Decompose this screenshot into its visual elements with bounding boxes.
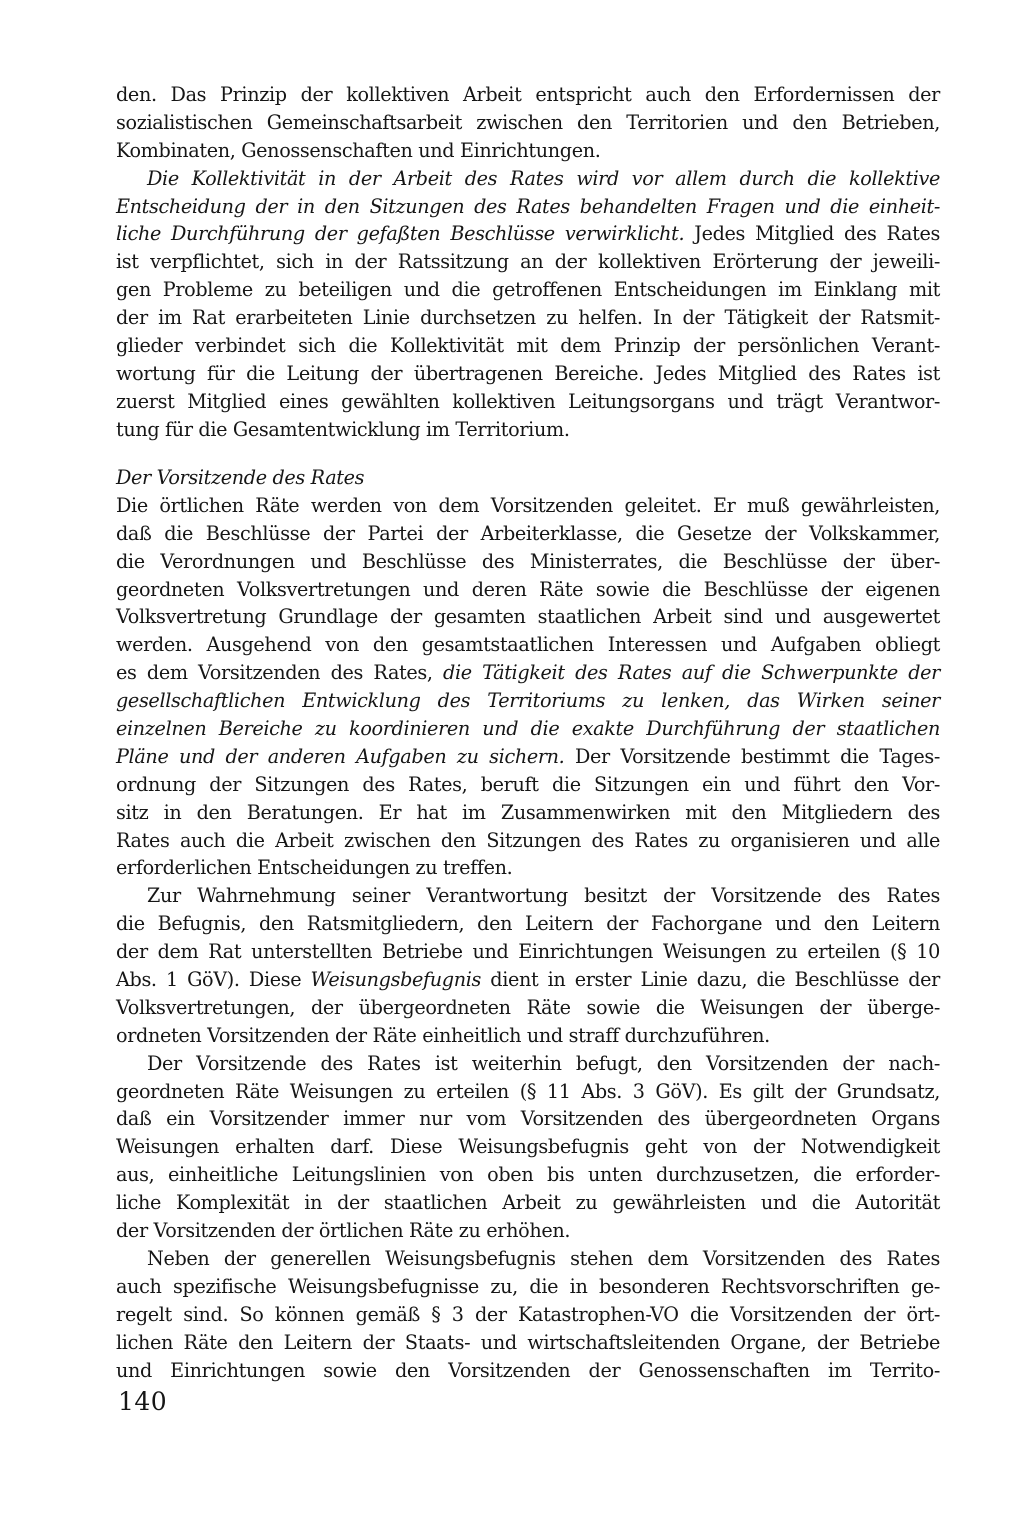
text-line [116, 659, 940, 687]
text-line [116, 464, 940, 492]
text-run: Volksvertretungen, der übergeordneten Räte sowie die Weisungen der überge- [116, 995, 940, 1019]
text-run: Die örtlichen Räte werden von dem Vorsitzenden geleitet. Er muß gewährleisten, [116, 493, 940, 517]
text-line [116, 1161, 940, 1189]
text-line [116, 360, 940, 388]
text-line [116, 827, 940, 855]
text-run: dient in erster Linie dazu, die Beschlüsse der [481, 968, 940, 992]
text-line [116, 1050, 940, 1078]
text-run: regelt sind. So können gemäß § 3 der Katastrophen-VO die Vorsitzenden der ört- [116, 1302, 940, 1326]
text-run: daß ein Vorsitzender immer nur vom Vorsitzenden des übergeordneten Organs [116, 1107, 940, 1131]
text-run: die Befugnis, den Ratsmitgliedern, den Leitern der Fachorgane und den Leitern [116, 912, 940, 936]
text-line [116, 193, 940, 221]
text-run: Abs. 1 GöV). Diese [116, 968, 311, 992]
text-line [116, 220, 940, 248]
text-run: Rates auch die Arbeit zwischen den Sitzungen des Rates zu organisieren und alle [116, 828, 940, 852]
text-run: Jedes Mitglied des Rates [684, 222, 940, 246]
text-run: sitz in den Beratungen. Er hat im Zusammenwirken mit den Mitgliedern des [116, 800, 940, 824]
text-line [116, 109, 940, 137]
emphasis-text: liche Durchführung der gefaßten Beschlüsse verwirklicht. [116, 222, 685, 246]
text-run: lichen Räte den Leitern der Staats- und wirtschaftsleitenden Organe, der Betriebe [116, 1330, 940, 1354]
text-line [116, 1329, 940, 1357]
text-run: ordnung der Sitzungen des Rates, beruft die Sitzungen ein und führt den Vor- [116, 772, 940, 796]
text-line [116, 81, 940, 109]
text-block [116, 464, 940, 1384]
text-line [116, 1273, 940, 1301]
text-run: Zur Wahrnehmung seiner Verantwortung besitzt der Vorsitzende des Rates [147, 884, 940, 908]
text-run: der dem Rat unterstellten Betriebe und Einrichtungen Weisungen zu erteilen (§ 10 [116, 940, 940, 964]
text-line [116, 416, 940, 444]
text-block [116, 81, 940, 444]
text-line [116, 388, 940, 416]
text-line [116, 276, 940, 304]
text-line [116, 492, 940, 520]
text-line [116, 938, 940, 966]
text-run: ist verpflichtet, sich in der Ratssitzung an der kollektiven Erörterung der jeweili- [116, 250, 940, 274]
text-line [116, 799, 940, 827]
text-line [116, 304, 940, 332]
text-line [116, 771, 940, 799]
text-run: auch spezifische Weisungsbefugnisse zu, die in besonderen Rechtsvorschriften ge- [116, 1274, 940, 1298]
text-line [116, 137, 940, 165]
emphasis-text: einzelnen Bereiche zu koordinieren und die exakte Durchführung der staatlichen [116, 717, 940, 741]
text-line [116, 1133, 940, 1161]
text-run: sozialistischen Gemeinschaftsarbeit zwischen den Territorien und den Betrieben, [116, 110, 940, 134]
text-line [116, 1078, 940, 1106]
text-run: geordneten Räte Weisungen zu erteilen (§ 11 Abs. 3 GöV). Es gilt der Grundsatz, [116, 1079, 940, 1103]
text-run: daß die Beschlüsse der Partei der Arbeiterklasse, die Gesetze der Volkskammer, [116, 521, 940, 545]
text-run: glieder verbindet sich die Kollektivität mit dem Prinzip der persönlichen Verant- [116, 334, 940, 358]
text-line [116, 882, 940, 910]
text-line [116, 994, 940, 1022]
text-line [116, 603, 940, 631]
text-run: zuerst Mitglied eines gewählten kollektiven Leitungsorgans und trägt Verantwor- [116, 389, 940, 413]
text-line [116, 1189, 940, 1217]
text-run: aus, einheitliche Leitungslinien von oben bis unten durchzusetzen, die erforder- [116, 1163, 940, 1187]
text-line [116, 715, 940, 743]
emphasis-text: Pläne und der anderen Aufgaben zu sichern. [116, 744, 565, 768]
text-run: tung für die Gesamtentwicklung im Territorium. [116, 417, 570, 441]
text-run: Der Vorsitzende bestimmt die Tages- [564, 744, 940, 768]
text-run: Volksvertretung Grundlage der gesamten staatlichen Arbeit sind und ausgewertet [116, 605, 940, 629]
text-run: geordneten Volksvertretungen und deren Räte sowie die Beschlüsse der eigenen [116, 577, 940, 601]
text-line [116, 248, 940, 276]
text-line [116, 687, 940, 715]
text-run: den. Das Prinzip der kollektiven Arbeit entspricht auch den Erfordernissen der [116, 83, 940, 106]
text-run: werden. Ausgehend von den gesamtstaatlichen Interessen und Aufgaben obliegt [116, 633, 940, 657]
text-run: und Einrichtungen sowie den Vorsitzenden der Genossenschaften im Territo- [116, 1358, 940, 1382]
text-line [116, 1105, 940, 1133]
text-run: ordneten Vorsitzenden der Räte einheitlich und straff durchzuführen. [116, 1023, 770, 1047]
text-run: der im Rat erarbeiteten Linie durchsetzen zu helfen. In der Tätigkeit der Ratsmit- [116, 306, 940, 330]
text-line [116, 1217, 940, 1245]
text-run: wortung für die Leitung der übertragenen Bereiche. Jedes Mitglied des Rates ist [116, 361, 940, 385]
text-line [116, 966, 940, 994]
text-run: der Vorsitzenden der örtlichen Räte zu erhöhen. [116, 1219, 571, 1243]
emphasis-text: die Tätigkeit des Rates auf die Schwerpunkte der [443, 661, 940, 685]
text-line [116, 1357, 940, 1385]
text-line [116, 631, 940, 659]
text-run: Weisungen erhalten darf. Diese Weisungsbefugnis geht von der Notwendigkeit [116, 1135, 940, 1159]
text-line [116, 854, 940, 882]
page-number: 140 [118, 1387, 168, 1416]
text-run: die Verordnungen und Beschlüsse des Ministerrates, die Beschlüsse der über- [116, 549, 940, 573]
emphasis-text: Der Vorsitzende des Rates [116, 466, 365, 489]
text-run: gen Probleme zu beteiligen und die getroffenen Entscheidungen im Einklang mit [116, 278, 940, 302]
text-line [116, 332, 940, 360]
emphasis-text: gesellschaftlichen Entwicklung des Territoriums zu lenken, das Wirken seiner [116, 689, 940, 713]
text-run: Neben der generellen Weisungsbefugnis stehen dem Vorsitzenden des Rates [147, 1246, 940, 1270]
emphasis-text: Entscheidung der in den Sitzungen des Rates behandelten Fragen und die einheit- [116, 194, 940, 218]
emphasis-text: Die Kollektivität in der Arbeit des Rates wird vor allem durch die kollektive [147, 166, 940, 190]
text-line [116, 1301, 940, 1329]
text-line [116, 1245, 940, 1273]
text-line [116, 165, 940, 193]
text-run: es dem Vorsitzenden des Rates, [116, 661, 444, 685]
text-line [116, 576, 940, 604]
text-line [116, 910, 940, 938]
text-line [116, 1022, 940, 1050]
text-run: liche Komplexität in der staatlichen Arbeit zu gewährleisten und die Autorität [116, 1191, 940, 1215]
text-run: erforderlichen Entscheidungen zu treffen. [116, 856, 513, 880]
emphasis-text: Weisungsbefugnis [310, 968, 481, 992]
text-line [116, 520, 940, 548]
text-line [116, 548, 940, 576]
text-run: Der Vorsitzende des Rates ist weiterhin befugt, den Vorsitzenden der nach- [147, 1051, 940, 1075]
text-line [116, 743, 940, 771]
text-run: Kombinaten, Genossenschaften und Einrichtungen. [116, 138, 601, 162]
